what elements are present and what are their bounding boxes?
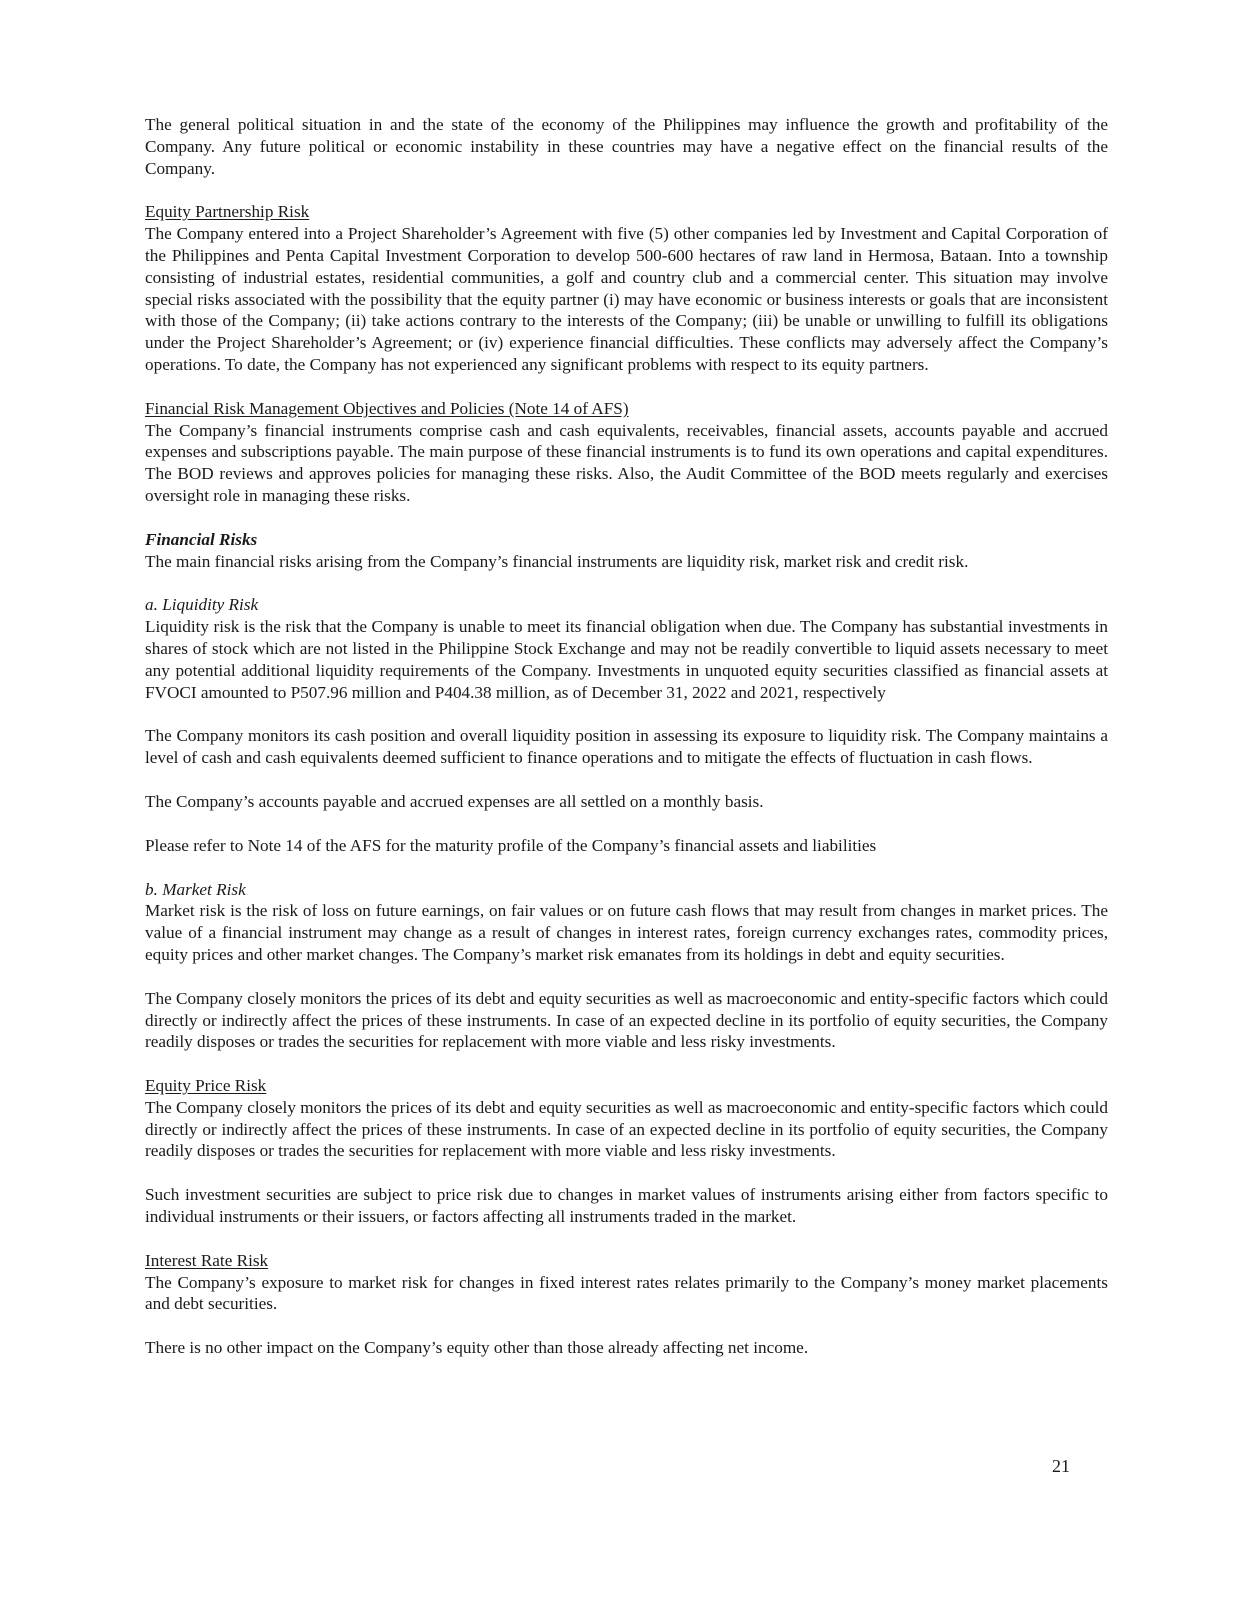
section-interest-rate-risk xyxy=(145,1250,1108,1359)
interest-rate-risk-body-1: The Company’s exposure to market risk for changes in fixed interest rates relates primarily to the Company’s money market placements and debt securities. xyxy=(145,1272,1108,1314)
liquidity-risk-body-4: Please refer to Note 14 of the AFS for the maturity profile of the Company’s financial assets and liabilities xyxy=(145,835,877,855)
section-market-risk xyxy=(145,879,1108,1054)
liquidity-risk-body-1: Liquidity risk is the risk that the Company is unable to meet its financial obligation when due. The Company has substantial investments in shares of stock which are not listed in the Philippine Stock Exchange and may not be readily convertible to liquid assets necessary to meet any potential additional liquidity requirements of the Company. Investments in unquoted equity securities classified as financial assets at FVOCI amounted to P507.96 million and P404.38 million, as of December 31, 2022 and 2021, respectively xyxy=(145,617,1108,702)
interest-rate-risk-heading: Interest Rate Risk xyxy=(145,1250,269,1270)
financial-risks-heading: Financial Risks xyxy=(145,529,258,549)
equity-price-risk-body-1: The Company closely monitors the prices of its debt and equity securities as well as macroeconomic and entity-specific factors which could directly or indirectly affect the prices of these instruments. In case of an expected decline in its portfolio of equity securities, the Company readily disposes or trades the securities for replacement with more viable and less risky investments. xyxy=(145,1097,1108,1161)
equity-partnership-body: The Company entered into a Project Shareholder’s Agreement with five (5) other companies led by Investment and Capital Corporation of the Philippines and Penta Capital Investment Corporation to develop 500-600 hectares of raw land in Hermosa, Bataan. Into a township consisting of industrial estates, residential communities, a golf and country club and a commercial center. This situation may involve special risks associated with the possibility that the equity partner (i) may have economic or business interests or goals that are inconsistent with those of the Company; (ii) take actions contrary to the interests of the Company; (iii) be unable or unwilling to fulfill its obligations under the Project Shareholder’s Agreement; or (iv) experience financial difficulties. These conflicts may adversely affect the Company’s operations. To date, the Company has not experienced any significant problems with respect to its equity partners. xyxy=(145,224,1108,374)
financial-risk-management-body: The Company’s financial instruments comprise cash and cash equivalents, receivables, financial assets, accounts payable and accrued expenses and subscriptions payable. The main purpose of these financial instruments is to fund its own operations and capital expenditures. The BOD reviews and approves policies for managing these risks. Also, the Audit Committee of the BOD meets regularly and exercises oversight role in managing these risks. xyxy=(145,420,1108,505)
section-financial-risks xyxy=(145,529,1108,573)
page-number: 21 xyxy=(1052,1456,1070,1476)
equity-partnership-heading: Equity Partnership Risk xyxy=(145,202,310,222)
liquidity-risk-body-2: The Company monitors its cash position and overall liquidity position in assessing its exposure to liquidity risk. The Company maintains a level of cash and cash equivalents deemed sufficient to finance operations and to mitigate the effects of fluctuation in cash flows. xyxy=(145,726,1108,768)
market-risk-heading: b. Market Risk xyxy=(145,879,246,899)
intro-paragraph: The general political situation in and the state of the economy of the Philippines may influence the growth and profitability of the Company. Any future political or economic instability in these countries may have a negative effect on the financial results of the Company. xyxy=(145,115,1108,178)
financial-risks-body: The main financial risks arising from the Company’s financial instruments are liquidity risk, market risk and credit risk. xyxy=(145,551,969,571)
liquidity-risk-body-3: The Company’s accounts payable and accrued expenses are all settled on a monthly basis. xyxy=(145,791,764,811)
market-risk-body-1: Market risk is the risk of loss on future earnings, on fair values or on future cash flows that may result from changes in market prices. The value of a financial instrument may change as a result of changes in interest rates, foreign currency exchanges rates, commodity prices, equity prices and other market changes. The Company’s market risk emanates from its holdings in debt and equity securities. xyxy=(145,901,1108,964)
section-financial-risk-management xyxy=(145,398,1108,507)
liquidity-risk-heading: a. Liquidity Risk xyxy=(145,595,259,615)
financial-risk-management-heading: Financial Risk Management Objectives and Policies (Note 14 of AFS) xyxy=(145,398,629,418)
section-liquidity-risk xyxy=(145,594,1108,856)
document-body xyxy=(145,114,1108,1359)
interest-rate-risk-body-2: There is no other impact on the Company’s equity other than those already affecting net income. xyxy=(145,1338,809,1358)
market-risk-body-2: The Company closely monitors the prices of its debt and equity securities as well as macroeconomic and entity-specific factors which could directly or indirectly affect the prices of these instruments. In case of an expected decline in its portfolio of equity securities, the Company readily disposes or trades the securities for replacement with more viable and less risky investments. xyxy=(145,988,1108,1052)
section-equity-price-risk xyxy=(145,1075,1108,1228)
section-equity-partnership-risk xyxy=(145,201,1108,375)
equity-price-risk-body-2: Such investment securities are subject to price risk due to changes in market values of instruments arising either from factors specific to individual instruments or their issuers, or factors affecting all instruments traded in the market. xyxy=(145,1185,1108,1227)
equity-price-risk-heading: Equity Price Risk xyxy=(145,1076,267,1096)
